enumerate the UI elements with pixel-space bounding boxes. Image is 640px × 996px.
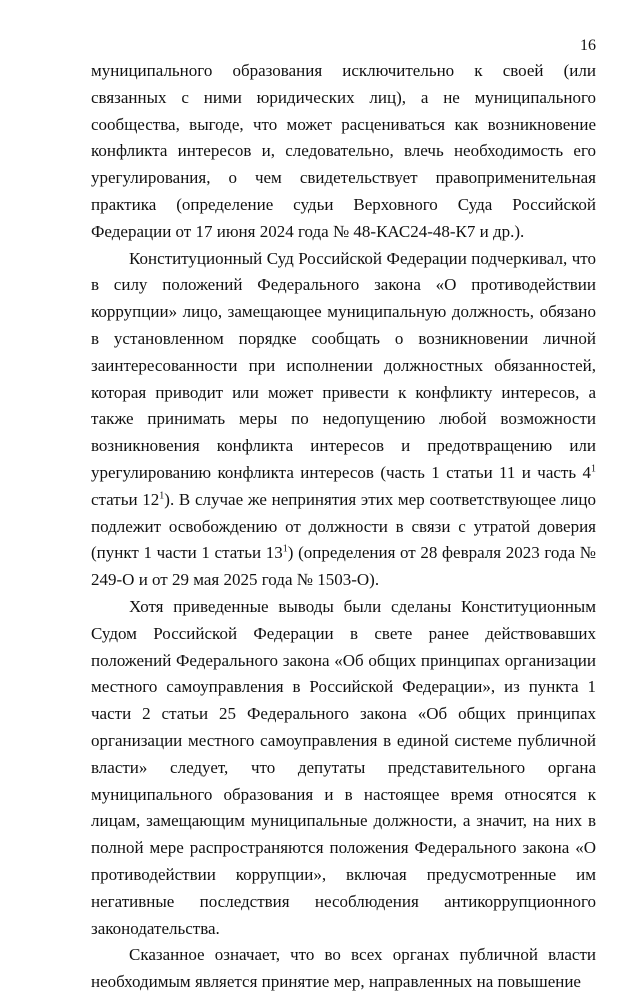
paragraph-text: Конституционный Суд Российской Федерации подчеркивал, что в силу положений Федерального закона «О противодействии коррупции» лицо, замещающее муниципальную должность, обязано в установленном порядке сообщать о возникновении личной заинтересованности при исполнении должностных обязанностей, которая приводит или может привести к конфликту интересов, а также принимать меры по недопущению любой возможности возникновения конфликта интересов и предотвращению или урегулированию конфликта интересов (часть 1 статьи 11 и часть 4	[91, 248, 596, 482]
superscript-index: 1	[591, 463, 596, 475]
paragraph-2	[91, 246, 596, 594]
paragraph-text: ). В случае же непринятия этих мер соответствующее лицо подлежит освобождению от должности в связи с утратой доверия (пункт 1 части 1 статьи 13	[91, 489, 596, 563]
superscript-index: 1	[282, 543, 288, 555]
paragraph-text: ) (определения от 28 февраля 2023 года № 249-О и от 29 мая 2025 года № 1503-О).	[91, 543, 596, 590]
paragraph-3	[91, 594, 596, 942]
paragraph-4	[91, 942, 596, 996]
paragraph-1	[91, 58, 596, 246]
paragraph-text: Сказанное означает, что во всех органах публичной власти необходимым является принятие мер, направленных на повышение	[91, 945, 596, 992]
superscript-index: 1	[159, 490, 165, 502]
paragraph-text: статьи 12	[91, 489, 160, 509]
page-number: 16	[580, 37, 596, 54]
paragraph-text: Хотя приведенные выводы были сделаны Конституционным Судом Российской Федерации в свете ранее действовавших положений Федерального закона «Об общих принципах организации местного самоуправления в Российской Федерации», из пункта 1 части 2 статьи 25 Федерального закона «Об общих принципах организации местного самоуправления в единой системе публичной власти» следует, что депутаты представительного органа муниципального образования и в настоящее время относятся к лицам, замещающим муниципальные должности, а значит, на них в полной мере распространяются положения Федерального закона «О противодействии коррупции», включая предусмотренные им негативные последствия несоблюдения антикоррупционного законодательства.	[91, 596, 596, 938]
document-body	[91, 58, 596, 996]
paragraph-text: муниципального образования исключительно к своей (или связанных с ними юридических лиц), а не муниципального сообщества, выгоде, что может расцениваться как возникновение конфликта интересов и, следовательно, влечь необходимость его урегулирования, о чем свидетельствует правоприменительная практика (определение судьи Верховного Суда Российской Федерации от 17 июня 2024 года № 48-КАС24-48-К7 и др.).	[91, 61, 596, 241]
